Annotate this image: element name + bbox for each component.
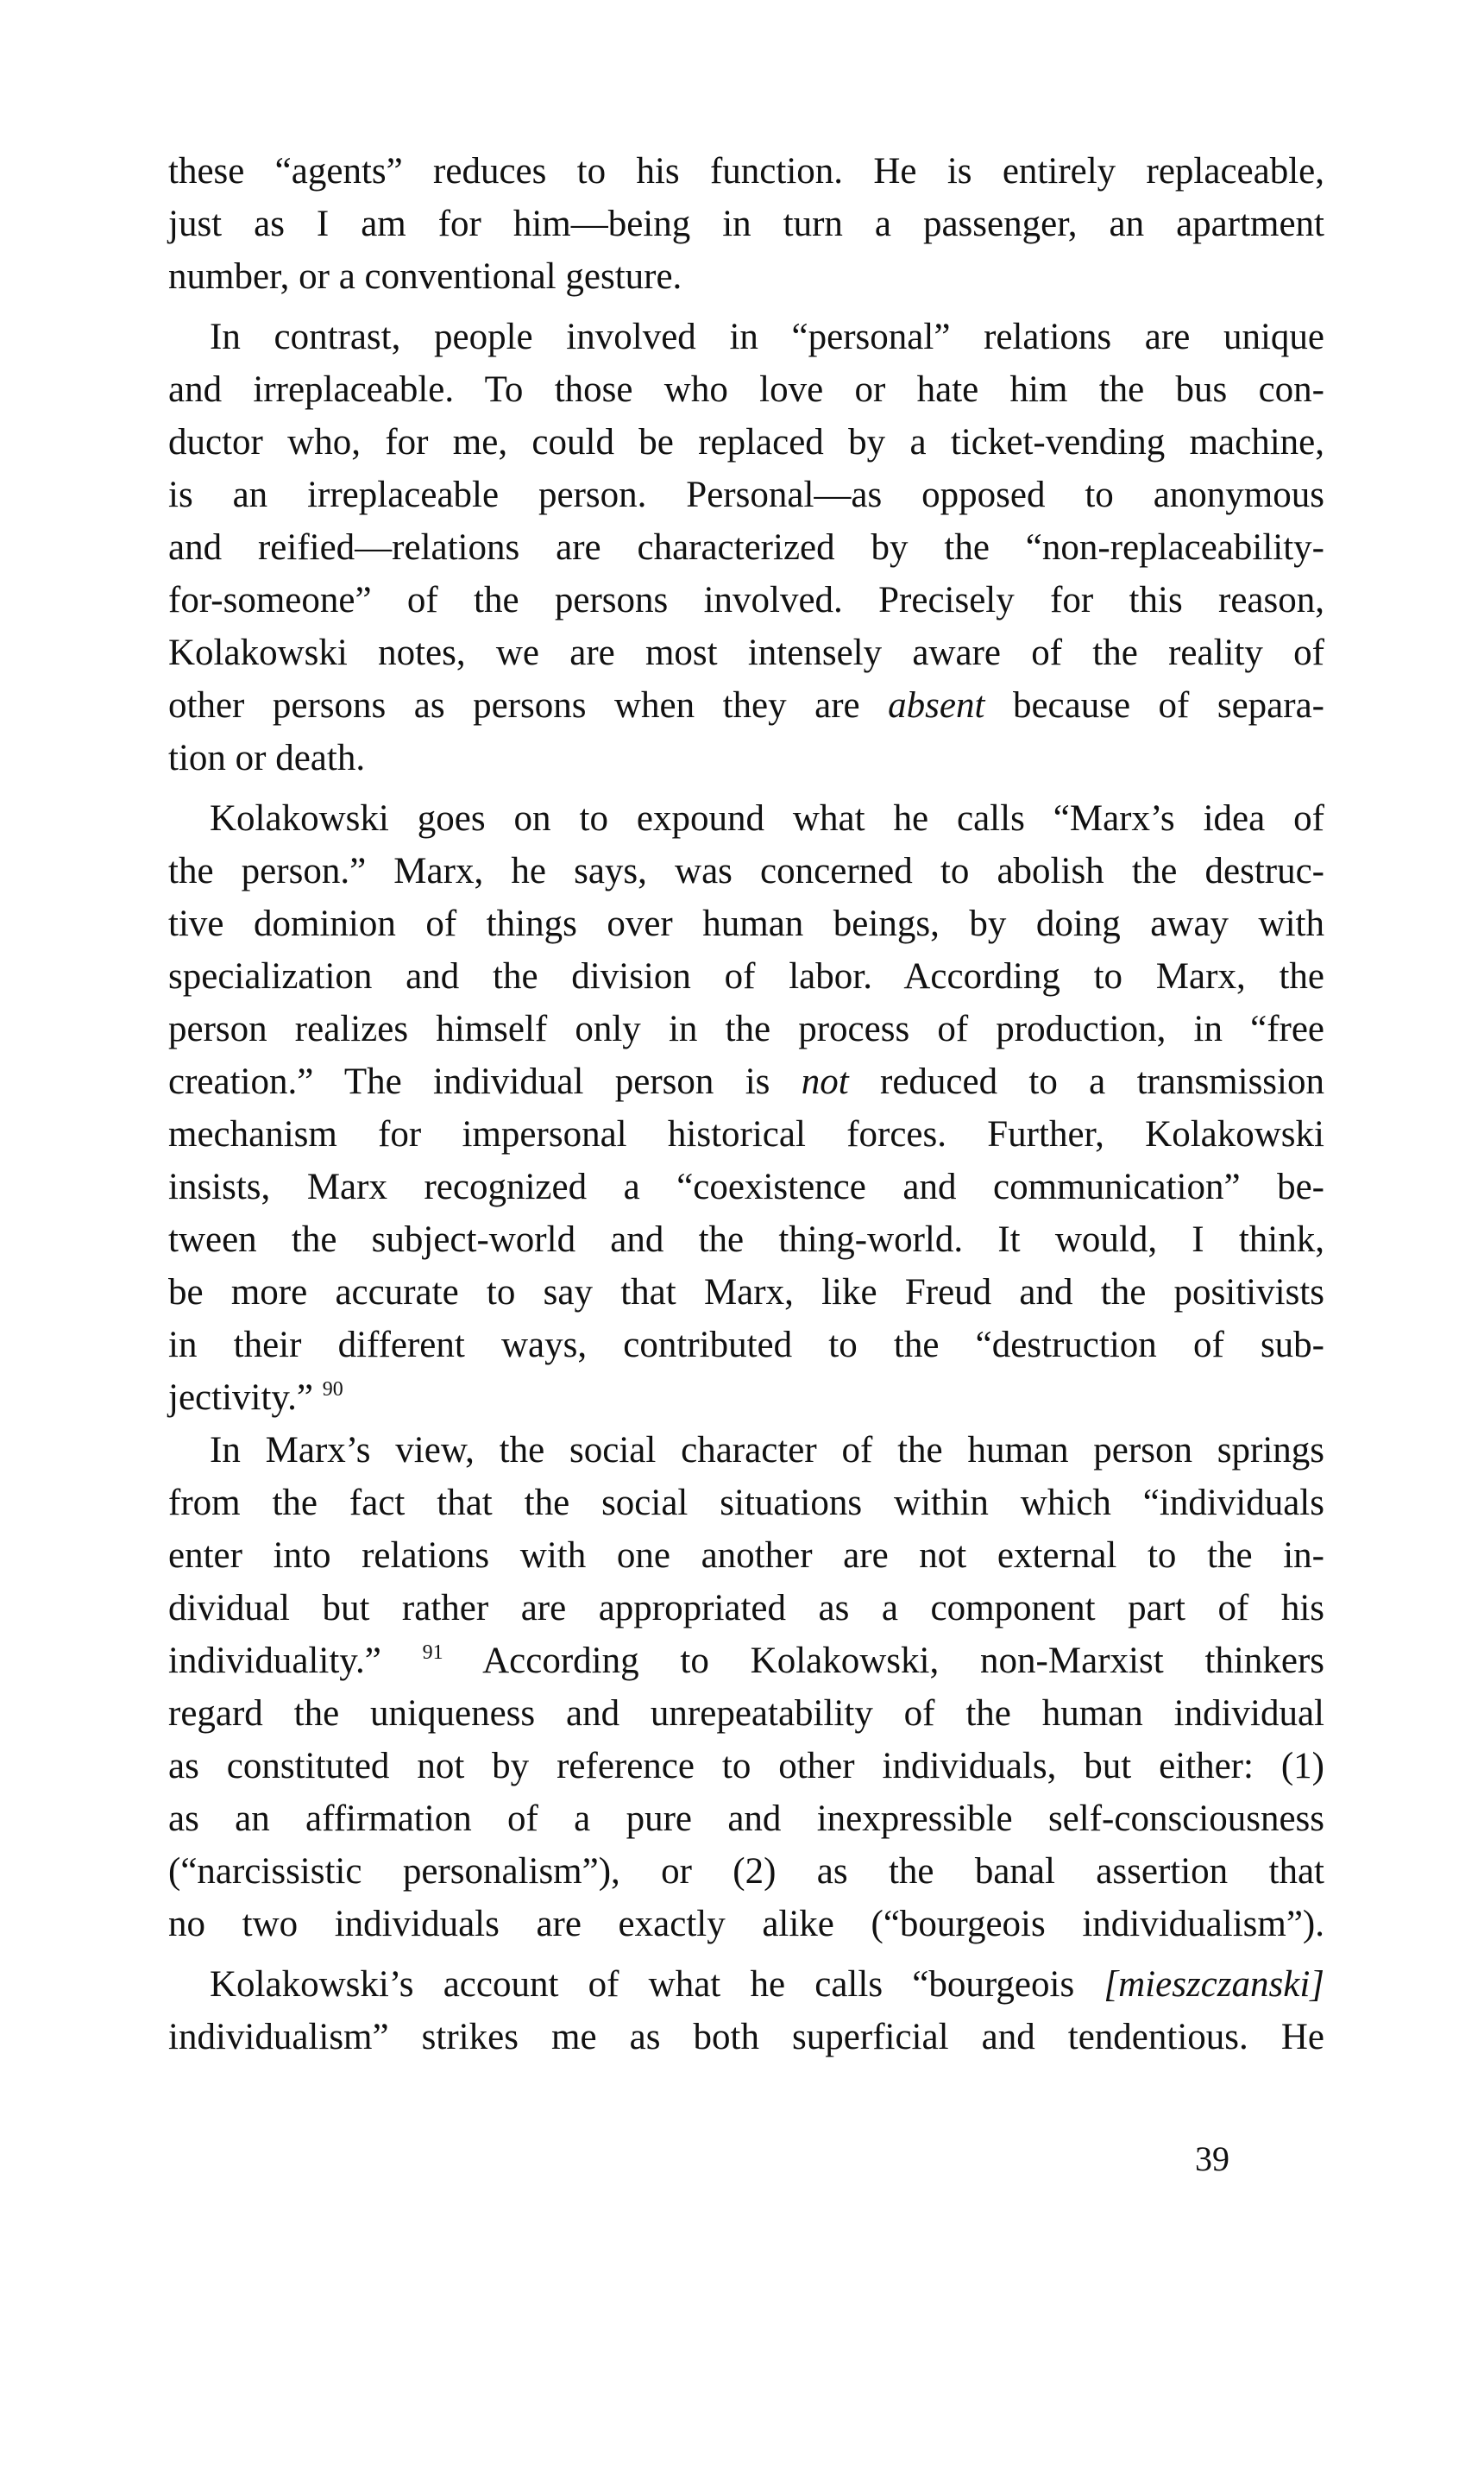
text-run: (“narcissistic personalism”), or (2) as the banal assertion that <box>168 1851 1324 1892</box>
text-run: number, or a conventional gesture. <box>168 256 682 297</box>
text-line <box>168 416 1324 469</box>
footnote-ref-90[interactable]: 90 <box>322 1378 343 1401</box>
text-run: In Marx’s view, the social character of the human person springs <box>210 1430 1324 1471</box>
text-run: no two individuals are exactly alike (“bourgeois individualism”). <box>168 1904 1324 1944</box>
text-run: insists, Marx recognized a “coexistence and communication” be- <box>168 1167 1324 1207</box>
text-run: and irreplaceable. To those who love or hate him the bus con- <box>168 369 1324 410</box>
text-line <box>168 1003 1324 1055</box>
paragraph-2 <box>168 311 1324 784</box>
text-run: ductor who, for me, could be replaced by a ticket-vending machine, <box>168 422 1324 463</box>
text-line <box>168 792 1324 845</box>
page-number: 39 <box>1195 2139 1229 2178</box>
text-line <box>168 1687 1324 1740</box>
text-line <box>168 627 1324 679</box>
text-line <box>168 1792 1324 1845</box>
paragraph-4 <box>168 1424 1324 1950</box>
text-run: these “agents” reduces to his function. He is entirely replaceable, <box>168 151 1324 192</box>
text-line <box>168 198 1324 250</box>
text-run: enter into relations with one another are not external to the in- <box>168 1535 1324 1576</box>
text-line <box>168 732 1324 784</box>
text-run: tion or death. <box>168 738 366 778</box>
text-run: from the fact that the social situations within which “individuals <box>168 1483 1324 1523</box>
text-line <box>168 898 1324 950</box>
text-line <box>168 469 1324 521</box>
text-run: Kolakowski goes on to expound what he calls “Marx’s idea of <box>210 798 1324 839</box>
paragraph-1 <box>168 145 1324 303</box>
text-run: the person.” Marx, he says, was concerned to abolish the destruc- <box>168 851 1324 891</box>
text-run: Kolakowski’s account of what he calls “bourgeois <box>210 1964 1104 2005</box>
text-run: individualism” strikes me as both superficial and tendentious. He <box>168 2017 1324 2057</box>
text-line <box>168 1424 1324 1477</box>
text-line <box>168 1958 1324 2011</box>
text-run: for-someone” of the persons involved. Precisely for this reason, <box>168 580 1324 620</box>
text-run: creation.” The individual person is <box>168 1061 802 1102</box>
text-line <box>168 250 1324 303</box>
text-line <box>168 1371 1324 1424</box>
text-line <box>168 845 1324 898</box>
text-run: because of separa- <box>984 685 1324 726</box>
text-run: person realizes himself only in the process of production, in “free <box>168 1009 1324 1049</box>
text-line <box>168 363 1324 416</box>
text-run: According to Kolakowski, non-Marxist thinkers <box>443 1641 1324 1681</box>
text-line <box>168 1477 1324 1529</box>
page-body <box>168 145 1324 2063</box>
text-run: specialization and the division of labor. According to Marx, the <box>168 956 1324 997</box>
text-run: In contrast, people involved in “personal” relations are unique <box>210 317 1324 357</box>
text-line <box>168 679 1324 732</box>
text-run: regard the uniqueness and unrepeatability of the human individual <box>168 1693 1324 1734</box>
emphasis-text: not <box>801 1061 849 1102</box>
text-run: reduced to a transmission <box>848 1061 1324 1102</box>
text-line <box>168 521 1324 574</box>
text-line <box>168 311 1324 363</box>
text-line <box>168 2011 1324 2063</box>
emphasis-text: [mieszczanski] <box>1104 1964 1324 2005</box>
text-line <box>168 1055 1324 1108</box>
footnote-ref-91[interactable]: 91 <box>422 1641 443 1664</box>
text-run: tive dominion of things over human beings, by doing away with <box>168 904 1324 944</box>
text-run: tween the subject-world and the thing-world. It would, I think, <box>168 1219 1324 1260</box>
text-line <box>168 950 1324 1003</box>
text-line <box>168 1845 1324 1898</box>
text-line <box>168 1213 1324 1266</box>
text-line <box>168 574 1324 627</box>
text-line <box>168 1266 1324 1319</box>
text-run: is an irreplaceable person. Personal—as opposed to anonymous <box>168 475 1324 515</box>
text-line <box>168 145 1324 198</box>
text-run: as constituted not by reference to other individuals, but either: (1) <box>168 1746 1324 1786</box>
paragraph-3 <box>168 792 1324 1424</box>
text-line <box>168 1635 1324 1687</box>
paragraph-5 <box>168 1958 1324 2063</box>
text-line <box>168 1108 1324 1161</box>
text-run: as an affirmation of a pure and inexpressible self-consciousness <box>168 1798 1324 1839</box>
text-line <box>168 1319 1324 1371</box>
text-run: and reified—relations are characterized by the “non-replaceability- <box>168 527 1324 568</box>
text-run: mechanism for impersonal historical forces. Further, Kolakowski <box>168 1114 1324 1155</box>
text-run: other persons as persons when they are <box>168 685 889 726</box>
text-line <box>168 1740 1324 1792</box>
text-run: Kolakowski notes, we are most intensely aware of the reality of <box>168 633 1324 673</box>
text-line <box>168 1898 1324 1950</box>
text-run: just as I am for him—being in turn a passenger, an apartment <box>168 204 1324 244</box>
text-run: dividual but rather are appropriated as a component part of his <box>168 1588 1324 1628</box>
text-line <box>168 1582 1324 1635</box>
text-run: jectivity.” <box>168 1377 323 1418</box>
text-run: in their different ways, contributed to the “destruction of sub- <box>168 1325 1324 1365</box>
text-line <box>168 1161 1324 1213</box>
text-run: be more accurate to say that Marx, like Freud and the positivists <box>168 1272 1324 1313</box>
text-line <box>168 1529 1324 1582</box>
text-run: individuality.” <box>168 1641 423 1681</box>
emphasis-text: absent <box>888 685 985 726</box>
